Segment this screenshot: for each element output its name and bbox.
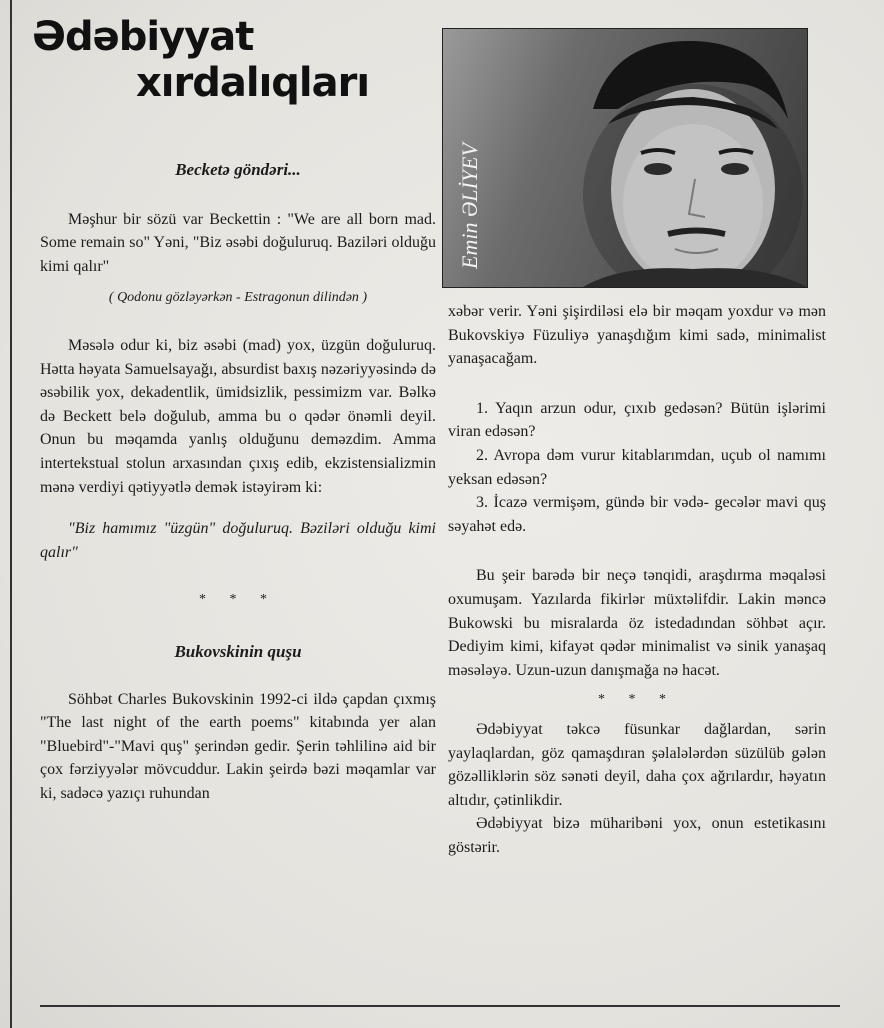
paragraph-beckett-body: Məsələ odur ki, biz əsəbi (mad) yox, üzgün doğuluruq. Hətta həyata Samuelsayağı, absurdist baxış nəzəriyyəsində də əsəbilik yox, dekadentlik, ümidsizlik, pessimizm var. Bəlkə də Beckett belə doğulub, amma bu o qədər önəmli deyil. Onun bu məqamda yanlış olduğunu deməzdim. Amma intertekstual stolun arxasından çıxış edib, ekzistensializmin mənə verdiyi qətiyyətlə demək istəyirəm ki: xyxy=(40,336,436,496)
paragraph-literature-2: Ədəbiyyat bizə müharibəni yox, onun estetikasını göstərir. xyxy=(448,815,826,856)
paragraph-beckett-quote: Məşhur bir sözü var Beckettin : "We are all born mad. Some remain so" Yəni, "Biz əsəbi doğuluruq. Baziləri olduğu kimi qalır" xyxy=(40,210,436,275)
poem-line-3: 3. İcazə vermişəm, gündə bir vədə- gecələr mavi quş səyahət edə. xyxy=(448,494,826,535)
section-divider-stars: * * * xyxy=(199,592,277,608)
poem-line-2: 2. Avropa dəm vurur kitablarımdan, uçub ol namımı yeksan edəsən? xyxy=(448,446,826,488)
bottom-rule xyxy=(40,1005,840,1007)
right-column xyxy=(448,300,826,859)
paragraph-bukovski-intro: Söhbət Charles Bukovskinin 1992-ci ildə çapdan çıxmış "The last night of the earth poems" kitabında yer alan "Bluebird"-"Mavi quş" şerindən gedir. Şerin təhlilinə aid bir çox fərziyyələr mövcuddur. Lakin şeirdə bəzi məqamlar var ki, sadəcə yazıçı ruhundan xyxy=(40,690,436,802)
poem-line-1: 1. Yaqın arzun odur, çıxıb gedəsən? Bütün işlərimi viran edəsən? xyxy=(448,399,826,441)
left-column-rule xyxy=(10,0,12,1028)
page-heading xyxy=(32,14,432,106)
section-title-beckett: Becketə göndəri... xyxy=(175,160,301,179)
heading-line-2: xırdalıqları xyxy=(136,60,370,106)
paragraph-critique: Bu şeir barədə bir neçə tənqidi, araşdırma məqaləsi oxumuşam. Yazılarda fikirlər müxtəlifdir. Lakin məncə Bukowski bu misralarda öz istedadından söhbət açır. Dediyim kimi, kifayət qədər minimalist və sinik yanaşaq məsələyə. Uzun-uzun danışmağa nə hacət. xyxy=(448,567,826,679)
author-photo xyxy=(442,28,808,288)
portrait-illustration xyxy=(443,29,807,287)
closing-quote: "Biz hamımız "üzgün" doğuluruq. Bəziləri olduğu kimi qalır" xyxy=(40,520,436,561)
section-title-bukovski: Bukovskinin quşu xyxy=(174,641,302,661)
paragraph-literature-1: Ədəbiyyat təkcə füsunkar dağlardan, sərin yaylaqlardan, göz qamaşdıran şəlalələrdən süzülüb gələn gözəlliklərin söz sənəti deyil, daha çox ağrılardır, həyatın altıdır, çətinlikdir. xyxy=(448,720,826,809)
author-name-vertical: Emin ƏLİYEV xyxy=(457,143,482,269)
paragraph-continuation: xəbər verir. Yəni şişirdiləsi elə bir məqam yoxdur və mən Bukovskiyə Füzuliyə yanaşdığım kimi sadə, minimalist yanaşacağam. xyxy=(448,303,826,368)
left-column xyxy=(40,158,436,805)
heading-line-1: Ədəbiyyat xyxy=(32,14,254,60)
section-divider-stars-right: * * * xyxy=(598,692,676,708)
quote-source: ( Qodonu gözləyərkən - Estragonun dilindən ) xyxy=(108,290,368,306)
